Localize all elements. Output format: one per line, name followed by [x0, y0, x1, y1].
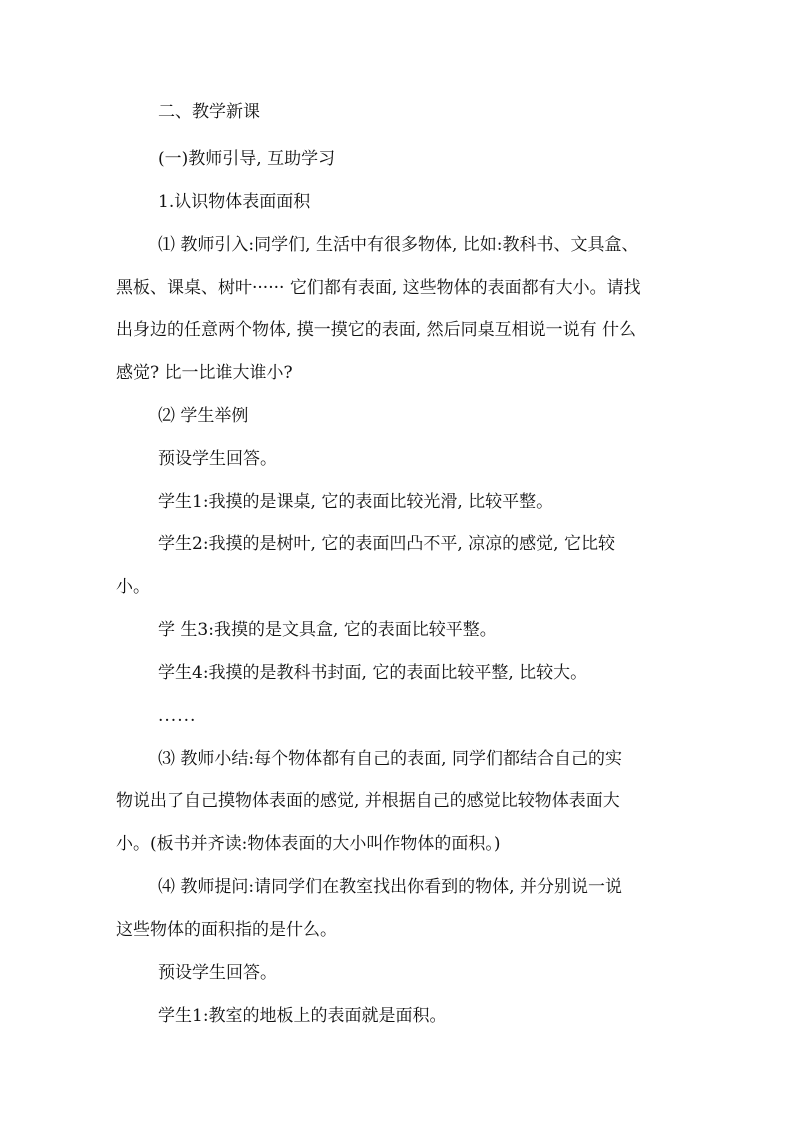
paragraph-line: 小。 [116, 577, 150, 597]
subsection-heading: (一)教师引导, 互助学习 [158, 149, 336, 169]
paragraph-line: 小。(板书并齐读:物体表面的大小叫作物体的面积。) [116, 834, 501, 854]
paragraph-line: 学生1:我摸的是课桌, 它的表面比较光滑, 比较平整。 [158, 492, 554, 512]
ellipsis-line: ...... [158, 706, 197, 726]
paragraph-line: 感觉? 比一比谁大谁小? [116, 363, 293, 383]
section-heading: 二、教学新课 [158, 102, 260, 122]
paragraph-line: 这些物体的面积指的是什么。 [116, 920, 337, 940]
paragraph-line: 学 生3:我摸的是文具盒, 它的表面比较平整。 [158, 620, 497, 640]
paragraph-line: 出身边的任意两个物体, 摸一摸它的表面, 然后同桌互相说一说有 什么 [116, 320, 637, 340]
paragraph-line: 预设学生回答。 [158, 963, 277, 983]
paragraph-line: 学生4:我摸的是教科书封面, 它的表面比较平整, 比较大。 [158, 663, 588, 683]
paragraph-line: 黑板、课桌、树叶······ 它们都有表面, 这些物体的表面都有大小。请找 [116, 278, 641, 298]
paragraph-line: 学生2:我摸的是树叶, 它的表面凹凸不平, 凉凉的感觉, 它比较 [158, 534, 615, 554]
paragraph-line: 学生1:教室的地板上的表面就是面积。 [158, 1006, 447, 1026]
paragraph-line: 预设学生回答。 [158, 449, 277, 469]
paragraph-line: ⑶ 教师小结:每个物体都有自己的表面, 同学们都结合自己的实 [158, 749, 622, 769]
paragraph-line: 物说出了自己摸物体表面的感觉, 并根据自己的感觉比较物体表面大 [116, 791, 620, 811]
topic-heading: 1.认识物体表面面积 [158, 192, 311, 212]
paragraph-line: ⑴ 教师引入:同学们, 生活中有很多物体, 比如:教科书、文具盒、 [158, 235, 639, 255]
paragraph-line: ⑷ 教师提问:请同学们在教室找出你看到的物体, 并分别说一说 [158, 877, 622, 897]
paragraph-line: ⑵ 学生举例 [158, 406, 249, 426]
